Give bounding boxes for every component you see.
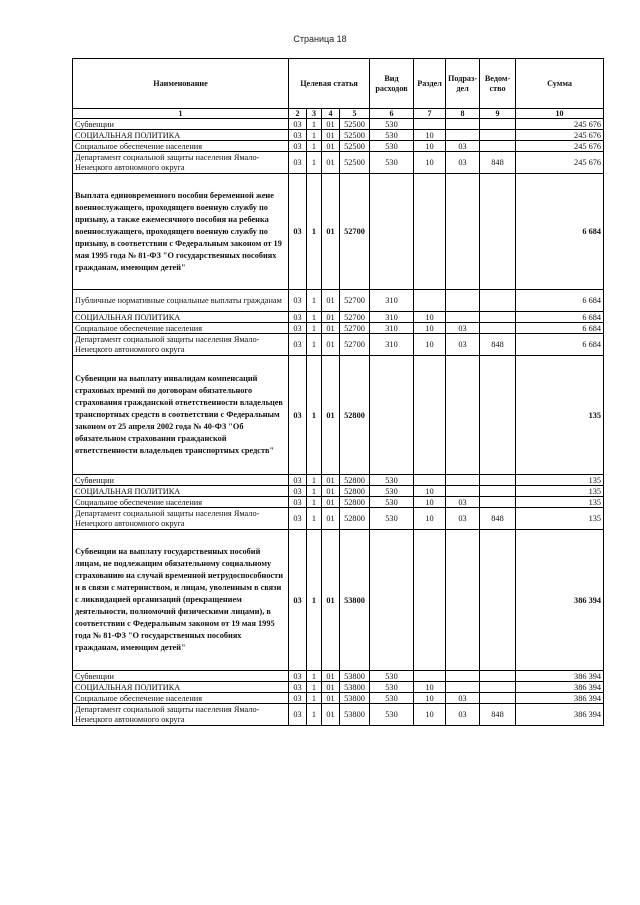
target-part-2: 1 — [307, 356, 322, 475]
column-number-row — [73, 109, 604, 119]
razdel: 10 — [414, 323, 446, 334]
target-part-4: 52700 — [340, 323, 370, 334]
summa: 245 676 — [516, 130, 604, 141]
column-number: 5 — [340, 109, 370, 119]
vid-rashodov: 530 — [370, 693, 414, 704]
target-part-2: 1 — [307, 693, 322, 704]
vedomstvo — [480, 130, 516, 141]
podrazdel — [446, 486, 480, 497]
row-name: Выплата единовременного пособия беременной жене военнослужащего, проходящего военную службу по призыву, а также ежемесячного пособия на ребенка военнослужащего, проходящего военную службу по призыву, в соответствии с Федеральным законом от 19 мая 1995 года № 81-ФЗ "О государственных пособиях гражданам, имеющим детей" — [73, 174, 289, 290]
header-name: Наименование — [73, 59, 289, 109]
target-part-3: 01 — [322, 682, 340, 693]
table-row — [73, 530, 604, 671]
target-part-4: 52800 — [340, 356, 370, 475]
target-part-1: 03 — [289, 323, 307, 334]
podrazdel: 03 — [446, 323, 480, 334]
target-part-1: 03 — [289, 356, 307, 475]
podrazdel — [446, 290, 480, 312]
column-number: 4 — [322, 109, 340, 119]
target-part-1: 03 — [289, 312, 307, 323]
podrazdel — [446, 475, 480, 486]
table-row — [73, 497, 604, 508]
razdel: 10 — [414, 312, 446, 323]
row-name: Публичные нормативные социальные выплаты гражданам — [73, 290, 289, 312]
vid-rashodov: 530 — [370, 475, 414, 486]
podrazdel — [446, 682, 480, 693]
vedomstvo — [480, 174, 516, 290]
summa: 386 394 — [516, 682, 604, 693]
target-part-4: 52500 — [340, 152, 370, 174]
vedomstvo — [480, 682, 516, 693]
vedomstvo — [480, 323, 516, 334]
vedomstvo — [480, 141, 516, 152]
podrazdel — [446, 130, 480, 141]
table-row — [73, 174, 604, 290]
target-part-3: 01 — [322, 530, 340, 671]
target-part-1: 03 — [289, 174, 307, 290]
vedomstvo — [480, 671, 516, 682]
vid-rashodov: 530 — [370, 152, 414, 174]
target-part-2: 1 — [307, 323, 322, 334]
table-row — [73, 152, 604, 174]
target-part-4: 52500 — [340, 141, 370, 152]
target-part-2: 1 — [307, 174, 322, 290]
vid-rashodov: 530 — [370, 141, 414, 152]
podrazdel: 03 — [446, 704, 480, 726]
vedomstvo — [480, 356, 516, 475]
table-row — [73, 119, 604, 130]
summa: 245 676 — [516, 141, 604, 152]
summa: 386 394 — [516, 530, 604, 671]
header-summa: Сумма — [516, 59, 604, 109]
row-name: Субвенции — [73, 119, 289, 130]
vid-rashodov: 310 — [370, 323, 414, 334]
target-part-3: 01 — [322, 475, 340, 486]
vedomstvo — [480, 475, 516, 486]
summa: 245 676 — [516, 152, 604, 174]
target-part-4: 53800 — [340, 671, 370, 682]
razdel — [414, 119, 446, 130]
target-part-3: 01 — [322, 693, 340, 704]
table-row — [73, 671, 604, 682]
target-part-3: 01 — [322, 334, 340, 356]
column-number: 6 — [370, 109, 414, 119]
razdel: 10 — [414, 152, 446, 174]
target-part-3: 01 — [322, 312, 340, 323]
header-podrazdel: Подраз-дел — [446, 59, 480, 109]
razdel: 10 — [414, 508, 446, 530]
podrazdel — [446, 671, 480, 682]
vid-rashodov: 530 — [370, 704, 414, 726]
table-body — [73, 119, 604, 726]
razdel — [414, 290, 446, 312]
column-number: 2 — [289, 109, 307, 119]
table-row — [73, 486, 604, 497]
target-part-1: 03 — [289, 530, 307, 671]
target-part-1: 03 — [289, 704, 307, 726]
header-vid: Вид расходов — [370, 59, 414, 109]
razdel: 10 — [414, 334, 446, 356]
summa: 6 684 — [516, 290, 604, 312]
table-row — [73, 334, 604, 356]
target-part-2: 1 — [307, 508, 322, 530]
row-name: Социальное обеспечение населения — [73, 497, 289, 508]
target-part-3: 01 — [322, 323, 340, 334]
summa: 135 — [516, 508, 604, 530]
row-name: СОЦИАЛЬНАЯ ПОЛИТИКА — [73, 486, 289, 497]
target-part-4: 52800 — [340, 508, 370, 530]
column-number: 3 — [307, 109, 322, 119]
table-row — [73, 130, 604, 141]
vedomstvo — [480, 290, 516, 312]
razdel: 10 — [414, 497, 446, 508]
row-name: Департамент социальной защиты населения Ямало-Ненецкого автономного округа — [73, 704, 289, 726]
table-row — [73, 682, 604, 693]
page-header: Страница 18 — [293, 34, 347, 44]
target-part-4: 52800 — [340, 475, 370, 486]
target-part-3: 01 — [322, 174, 340, 290]
budget-table — [72, 58, 604, 726]
target-part-4: 52800 — [340, 486, 370, 497]
vedomstvo: 848 — [480, 704, 516, 726]
vid-rashodov — [370, 356, 414, 475]
target-part-2: 1 — [307, 290, 322, 312]
target-part-1: 03 — [289, 508, 307, 530]
vid-rashodov — [370, 174, 414, 290]
target-part-2: 1 — [307, 704, 322, 726]
vid-rashodov: 530 — [370, 130, 414, 141]
podrazdel: 03 — [446, 334, 480, 356]
summa: 6 684 — [516, 174, 604, 290]
table-row — [73, 356, 604, 475]
table-row — [73, 312, 604, 323]
summa: 135 — [516, 486, 604, 497]
table-row — [73, 693, 604, 704]
row-name: Субвенции — [73, 671, 289, 682]
table-row — [73, 141, 604, 152]
row-name: СОЦИАЛЬНАЯ ПОЛИТИКА — [73, 130, 289, 141]
podrazdel: 03 — [446, 497, 480, 508]
target-part-3: 01 — [322, 486, 340, 497]
podrazdel: 03 — [446, 508, 480, 530]
vedomstvo — [480, 530, 516, 671]
vedomstvo — [480, 486, 516, 497]
summa: 6 684 — [516, 334, 604, 356]
header-row — [73, 59, 604, 109]
vid-rashodov: 530 — [370, 508, 414, 530]
podrazdel: 03 — [446, 141, 480, 152]
vedomstvo: 848 — [480, 152, 516, 174]
target-part-2: 1 — [307, 475, 322, 486]
summa: 6 684 — [516, 323, 604, 334]
razdel: 10 — [414, 130, 446, 141]
table-row — [73, 475, 604, 486]
target-part-4: 52700 — [340, 312, 370, 323]
vid-rashodov: 530 — [370, 119, 414, 130]
podrazdel — [446, 530, 480, 671]
target-part-4: 52500 — [340, 130, 370, 141]
podrazdel — [446, 356, 480, 475]
target-part-3: 01 — [322, 671, 340, 682]
target-part-3: 01 — [322, 497, 340, 508]
target-part-2: 1 — [307, 671, 322, 682]
target-part-2: 1 — [307, 152, 322, 174]
target-part-2: 1 — [307, 130, 322, 141]
razdel — [414, 475, 446, 486]
row-name: Социальное обеспечение населения — [73, 693, 289, 704]
target-part-1: 03 — [289, 130, 307, 141]
vid-rashodov: 310 — [370, 290, 414, 312]
summa: 135 — [516, 475, 604, 486]
vedomstvo: 848 — [480, 508, 516, 530]
target-part-1: 03 — [289, 682, 307, 693]
target-part-3: 01 — [322, 290, 340, 312]
summa: 386 394 — [516, 671, 604, 682]
vid-rashodov: 530 — [370, 671, 414, 682]
target-part-3: 01 — [322, 356, 340, 475]
target-part-1: 03 — [289, 141, 307, 152]
vid-rashodov: 310 — [370, 312, 414, 323]
row-name: Субвенции — [73, 475, 289, 486]
row-name: СОЦИАЛЬНАЯ ПОЛИТИКА — [73, 312, 289, 323]
row-name: Департамент социальной защиты населения Ямало-Ненецкого автономного округа — [73, 152, 289, 174]
table-row — [73, 323, 604, 334]
row-name: Социальное обеспечение населения — [73, 323, 289, 334]
target-part-3: 01 — [322, 704, 340, 726]
target-part-1: 03 — [289, 334, 307, 356]
podrazdel: 03 — [446, 152, 480, 174]
target-part-1: 03 — [289, 290, 307, 312]
target-part-4: 53800 — [340, 682, 370, 693]
podrazdel: 03 — [446, 693, 480, 704]
header-vedomstvo: Ведом-ство — [480, 59, 516, 109]
summa: 6 684 — [516, 312, 604, 323]
podrazdel — [446, 312, 480, 323]
target-part-3: 01 — [322, 152, 340, 174]
table-row — [73, 704, 604, 726]
vid-rashodov: 310 — [370, 334, 414, 356]
target-part-1: 03 — [289, 693, 307, 704]
vedomstvo — [480, 693, 516, 704]
row-name: Департамент социальной защиты населения Ямало-Ненецкого автономного округа — [73, 508, 289, 530]
razdel — [414, 174, 446, 290]
target-part-4: 53800 — [340, 530, 370, 671]
summa: 386 394 — [516, 704, 604, 726]
summa: 135 — [516, 356, 604, 475]
razdel: 10 — [414, 704, 446, 726]
target-part-1: 03 — [289, 152, 307, 174]
target-part-3: 01 — [322, 141, 340, 152]
table-row — [73, 290, 604, 312]
razdel — [414, 356, 446, 475]
target-part-1: 03 — [289, 486, 307, 497]
target-part-3: 01 — [322, 130, 340, 141]
target-part-2: 1 — [307, 141, 322, 152]
vid-rashodov: 530 — [370, 682, 414, 693]
vid-rashodov: 530 — [370, 486, 414, 497]
row-name: Субвенции на выплату государственных пособий лицам, не подлежащим обязательному социальному страхованию на случай временной нетрудоспособности и в связи с материнством, и лицам, уволенным в связи с ликвидацией организаций (прекращением деятельности, полномочий физическими лицами), в соответствии с Федеральным законом от 19 мая 1995 года № 81-ФЗ "О государственных пособиях гражданам, имеющим детей" — [73, 530, 289, 671]
table-row — [73, 508, 604, 530]
target-part-4: 52700 — [340, 290, 370, 312]
podrazdel — [446, 119, 480, 130]
column-number: 9 — [480, 109, 516, 119]
target-part-2: 1 — [307, 682, 322, 693]
razdel: 10 — [414, 486, 446, 497]
row-name: Социальное обеспечение населения — [73, 141, 289, 152]
vedomstvo: 848 — [480, 334, 516, 356]
summa: 135 — [516, 497, 604, 508]
target-part-4: 52500 — [340, 119, 370, 130]
target-part-2: 1 — [307, 312, 322, 323]
target-part-1: 03 — [289, 497, 307, 508]
column-number: 8 — [446, 109, 480, 119]
vedomstvo — [480, 312, 516, 323]
target-part-2: 1 — [307, 486, 322, 497]
column-number: 7 — [414, 109, 446, 119]
header-razdel: Раздел — [414, 59, 446, 109]
podrazdel — [446, 174, 480, 290]
row-name: Департамент социальной защиты населения Ямало-Ненецкого автономного округа — [73, 334, 289, 356]
target-part-2: 1 — [307, 334, 322, 356]
target-part-1: 03 — [289, 671, 307, 682]
vid-rashodov — [370, 530, 414, 671]
razdel: 10 — [414, 141, 446, 152]
razdel — [414, 530, 446, 671]
target-part-4: 53800 — [340, 693, 370, 704]
razdel — [414, 671, 446, 682]
target-part-2: 1 — [307, 497, 322, 508]
header-target: Целевая статья — [289, 59, 370, 109]
target-part-2: 1 — [307, 530, 322, 671]
target-part-4: 52700 — [340, 334, 370, 356]
target-part-1: 03 — [289, 119, 307, 130]
target-part-3: 01 — [322, 119, 340, 130]
target-part-4: 52800 — [340, 497, 370, 508]
vedomstvo — [480, 119, 516, 130]
target-part-1: 03 — [289, 475, 307, 486]
vid-rashodov: 530 — [370, 497, 414, 508]
vedomstvo — [480, 497, 516, 508]
column-number: 1 — [73, 109, 289, 119]
target-part-4: 52700 — [340, 174, 370, 290]
column-number: 10 — [516, 109, 604, 119]
summa: 245 676 — [516, 119, 604, 130]
row-name: Субвенции на выплату инвалидам компенсаций страховых премий по договорам обязательного страхования гражданской ответственности владельцев транспортных средств в соответствии с Федеральным законом от 25 апреля 2002 года № 40-ФЗ "Об обязательном страховании гражданской ответственности владельцев транспортных средств" — [73, 356, 289, 475]
target-part-4: 53800 — [340, 704, 370, 726]
razdel: 10 — [414, 682, 446, 693]
summa: 386 394 — [516, 693, 604, 704]
target-part-3: 01 — [322, 508, 340, 530]
target-part-2: 1 — [307, 119, 322, 130]
row-name: СОЦИАЛЬНАЯ ПОЛИТИКА — [73, 682, 289, 693]
razdel: 10 — [414, 693, 446, 704]
